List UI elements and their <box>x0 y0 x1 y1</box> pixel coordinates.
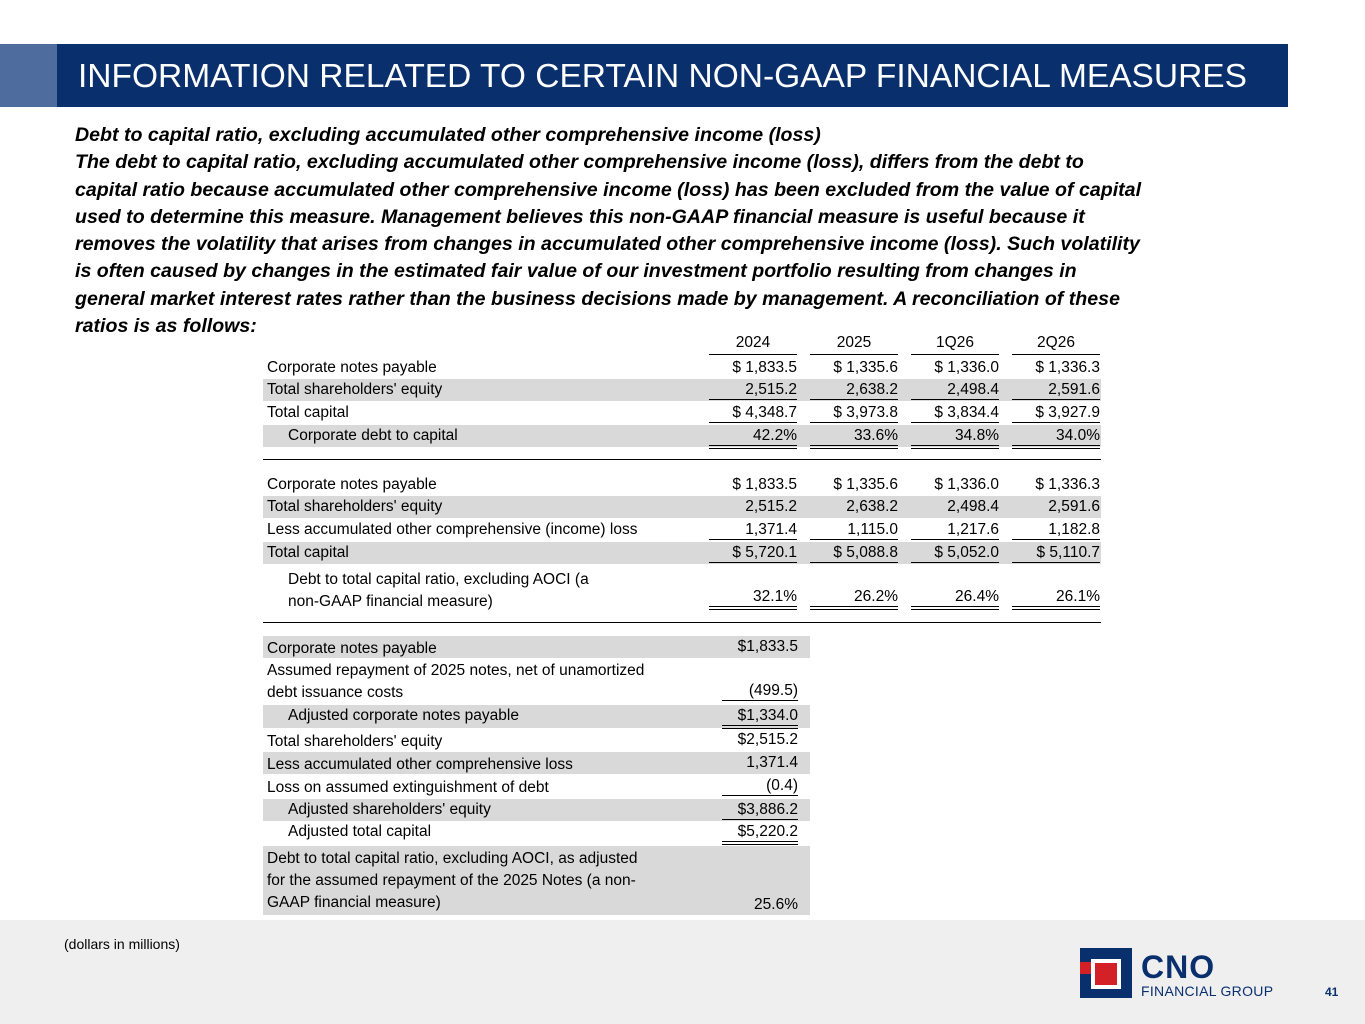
row-label <box>267 848 638 914</box>
cell-value: 2,515.2 <box>745 498 797 515</box>
intro-line: general market interest rates rather than the business decisions made by management. A reconciliation of these <box>75 287 1120 310</box>
cell-value: 2,638.2 <box>846 498 898 515</box>
row-label: Adjusted total capital <box>288 823 432 840</box>
section-divider <box>263 459 1101 460</box>
cell-value: 34.8% <box>911 427 999 449</box>
cell-value: 26.4% <box>911 588 999 610</box>
table-row <box>263 799 810 821</box>
row-label: Loss on assumed extinguishment of debt <box>267 779 549 796</box>
cell-value: 25.6% <box>754 896 798 913</box>
cell-value: 1,371.4 <box>746 754 798 771</box>
cell-value: 2,515.2 <box>709 381 797 400</box>
column-header: 2024 <box>709 334 797 355</box>
row-label-line: Assumed repayment of 2025 notes, net of unamortized <box>267 662 645 679</box>
row-label-line: debt issuance costs <box>267 684 404 701</box>
table-row <box>263 542 1101 564</box>
intro-line: removes the volatility that arises from changes in accumulated other comprehensive income (loss). Such volatility <box>75 233 1140 256</box>
table-row <box>263 519 1101 541</box>
row-label-line: non-GAAP financial measure) <box>288 593 493 610</box>
table-row <box>263 566 1101 610</box>
cell-value: $ 1,335.6 <box>833 476 898 493</box>
table-row <box>263 402 1101 424</box>
row-label <box>267 660 644 704</box>
cell-value: 26.2% <box>810 588 898 610</box>
row-label: Less accumulated other comprehensive loss <box>267 756 573 773</box>
row-label-line: Debt to total capital ratio, excluding AOCI, as adjusted <box>267 850 638 867</box>
cell-value: (499.5) <box>722 682 798 701</box>
cell-value: $ 1,336.0 <box>934 476 999 493</box>
cell-value: $ 3,973.8 <box>810 404 898 423</box>
cell-value: 2,591.6 <box>1048 498 1100 515</box>
intro-line: is often caused by changes in the estimated fair value of our investment portfolio resulting from changes in <box>75 260 1077 283</box>
footer <box>0 920 1365 1024</box>
intro-text <box>75 122 1305 340</box>
intro-line: ratios is as follows: <box>75 315 257 338</box>
cell-value: $ 4,348.7 <box>709 404 797 423</box>
row-label-line: Debt to total capital ratio, excluding AOCI (a <box>288 571 589 588</box>
cell-value: 1,371.4 <box>709 521 797 540</box>
cell-value: 2,498.4 <box>911 381 999 400</box>
table-row <box>263 705 810 728</box>
row-label: Adjusted shareholders' equity <box>288 801 491 818</box>
cell-value: 2,498.4 <box>947 498 999 515</box>
row-label-line: for the assumed repayment of the 2025 Notes (a non- <box>267 872 636 889</box>
row-label <box>288 569 589 613</box>
column-header: 2025 <box>810 334 898 355</box>
column-header: 1Q26 <box>911 334 999 355</box>
cell-value: 2,638.2 <box>810 381 898 400</box>
cell-value: $ 1,833.5 <box>732 476 797 493</box>
cell-value: $ 1,336.3 <box>1035 359 1100 376</box>
units-note: (dollars in millions) <box>64 936 180 952</box>
table-row <box>263 821 810 845</box>
table-row <box>263 425 1101 447</box>
table-row <box>263 846 810 915</box>
header-accent-block <box>0 44 57 107</box>
cell-value: $ 1,833.5 <box>732 359 797 376</box>
row-label: Corporate debt to capital <box>288 427 458 444</box>
cell-value: 1,182.8 <box>1012 521 1100 540</box>
intro-line: Debt to capital ratio, excluding accumulated other comprehensive income (loss) <box>75 124 821 146</box>
cell-value: $ 5,720.1 <box>709 544 797 563</box>
table-row <box>263 357 1101 379</box>
cell-value: 32.1% <box>709 588 797 610</box>
company-logo <box>1080 948 1285 1004</box>
column-header: 2Q26 <box>1012 334 1100 355</box>
column-header-row <box>263 332 1101 354</box>
intro-line: The debt to capital ratio, excluding accumulated other comprehensive income (loss), differs from the debt to <box>75 151 1084 174</box>
logo-mark-icon <box>1080 948 1132 998</box>
cell-value: $ 1,336.3 <box>1035 476 1100 493</box>
row-label: Total shareholders' equity <box>267 381 443 398</box>
cell-value: $ 5,088.8 <box>810 544 898 563</box>
cell-value: 33.6% <box>810 427 898 449</box>
cell-value: $ 3,834.4 <box>911 404 999 423</box>
cell-value: $1,833.5 <box>737 638 798 655</box>
table-row <box>263 636 810 658</box>
cell-value: 1,217.6 <box>911 521 999 540</box>
row-label: Less accumulated other comprehensive (income) loss <box>267 521 638 538</box>
cell-value: $3,886.2 <box>722 801 798 820</box>
table-row <box>263 496 1101 518</box>
cell-value: $ 1,336.0 <box>934 359 999 376</box>
cell-value: $5,220.2 <box>722 823 798 845</box>
table-row <box>263 474 1101 496</box>
cell-value: $1,334.0 <box>722 707 798 729</box>
page-title: INFORMATION RELATED TO CERTAIN NON-GAAP FINANCIAL MEASURES <box>78 58 1247 95</box>
logo-subtitle: FINANCIAL GROUP <box>1141 983 1274 999</box>
cell-value: $2,515.2 <box>737 731 798 748</box>
table-row <box>263 752 810 774</box>
table-row <box>263 379 1101 401</box>
row-label: Corporate notes payable <box>267 476 437 493</box>
row-label: Corporate notes payable <box>267 359 437 376</box>
row-label-line: GAAP financial measure) <box>267 894 441 911</box>
section-divider <box>263 622 1101 623</box>
cell-value: $ 5,110.7 <box>1012 544 1100 563</box>
row-label: Total shareholders' equity <box>267 498 443 515</box>
table-row <box>263 658 810 704</box>
row-label: Total capital <box>267 544 349 561</box>
page-number: 41 <box>1325 985 1339 999</box>
cell-value: $ 3,927.9 <box>1012 404 1100 423</box>
cell-value: 42.2% <box>709 427 797 449</box>
cell-value: 34.0% <box>1012 427 1100 449</box>
title-bar <box>57 44 1288 107</box>
row-label: Total capital <box>267 404 349 421</box>
row-label: Total shareholders' equity <box>267 733 443 750</box>
intro-line: capital ratio because accumulated other comprehensive income (loss) has been excluded from the value of capital <box>75 178 1142 201</box>
table-row <box>263 775 810 798</box>
cell-value: 1,115.0 <box>810 521 898 540</box>
cell-value: $ 5,052.0 <box>911 544 999 563</box>
cell-value: (0.4) <box>722 777 798 796</box>
row-label: Corporate notes payable <box>267 640 437 657</box>
row-label: Adjusted corporate notes payable <box>288 707 519 724</box>
table-row <box>263 729 810 751</box>
cell-value: $ 1,335.6 <box>833 359 898 376</box>
cell-value: 2,591.6 <box>1012 381 1100 400</box>
cell-value: 26.1% <box>1012 588 1100 610</box>
logo-wordmark: CNO <box>1141 949 1216 985</box>
intro-line: used to determine this measure. Management believes this non-GAAP financial measure is useful because it <box>75 205 1085 228</box>
